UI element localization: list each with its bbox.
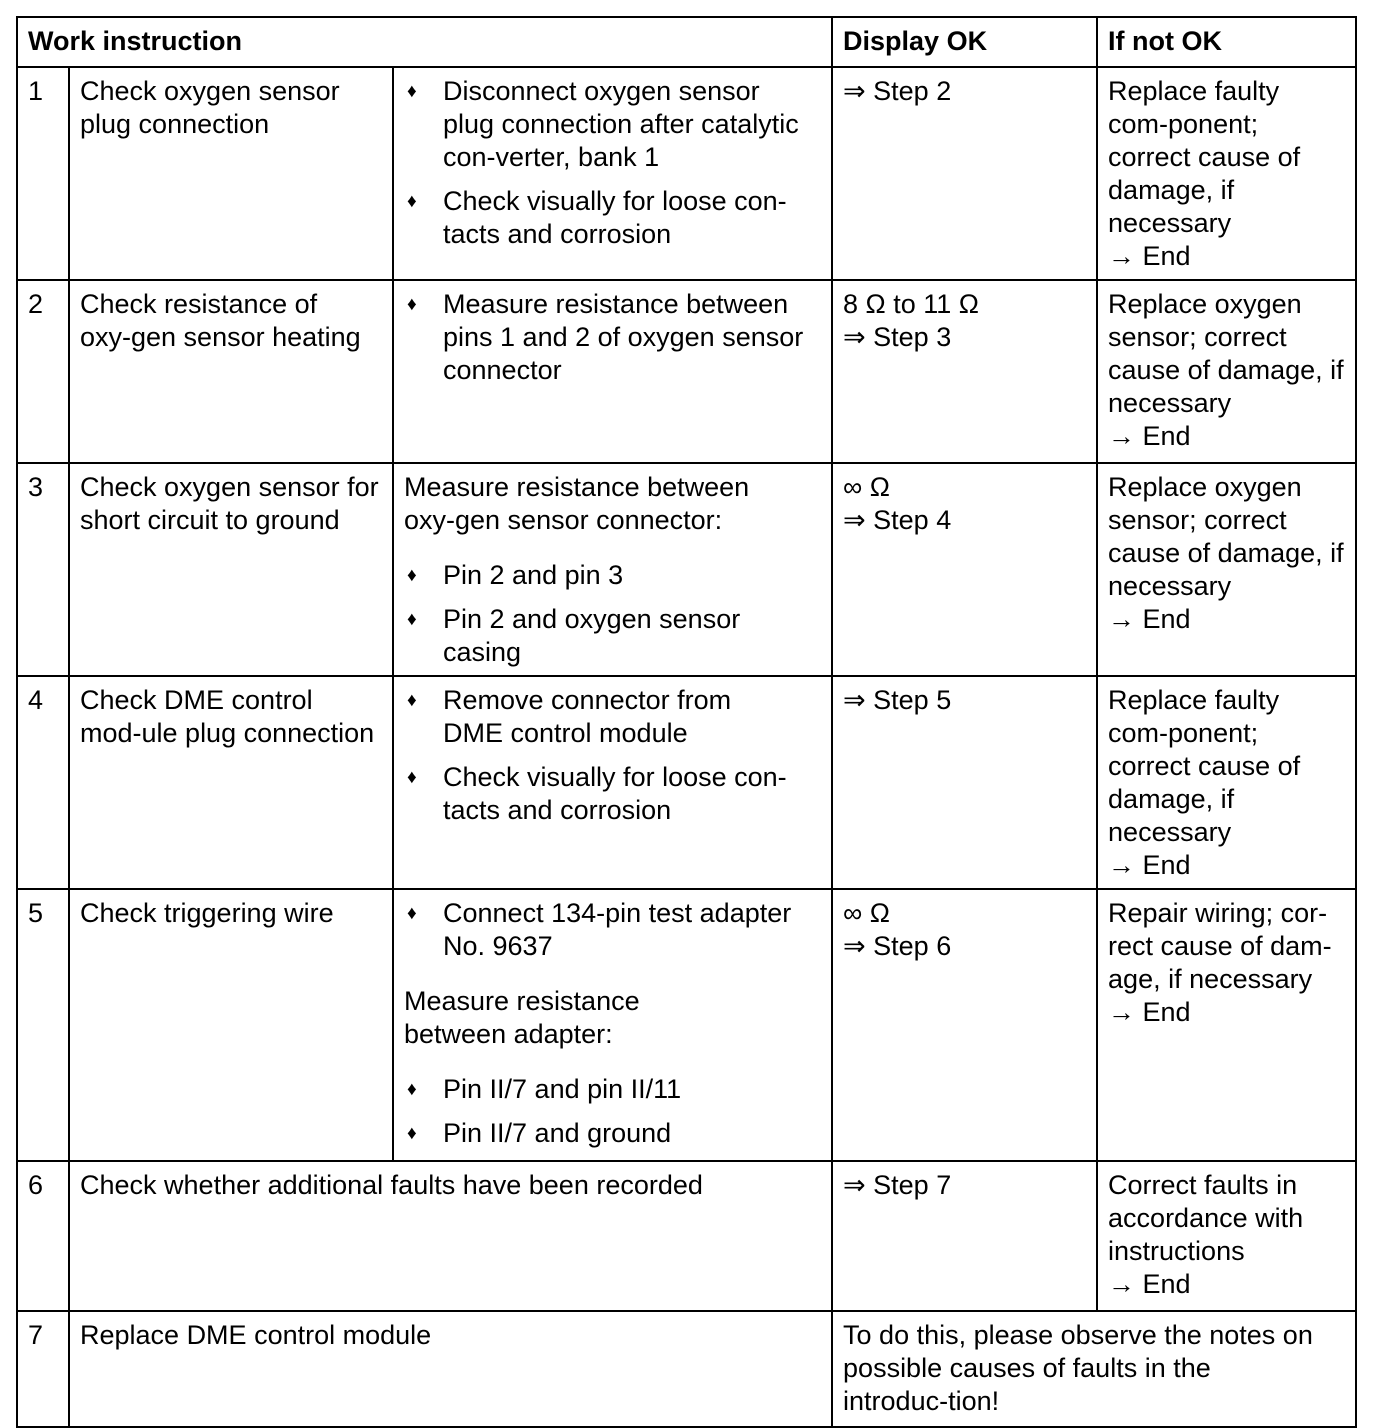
check-description (69, 67, 393, 280)
check-text: Check oxygen sensor for short circuit to ground (80, 472, 379, 535)
bullet-text: Disconnect oxygen sensor plug connection after catalytic con-verter, bank 1 (443, 76, 799, 172)
list-item (404, 897, 822, 963)
display-ok-cell (832, 280, 1097, 463)
list-item (404, 761, 822, 827)
list-item (404, 288, 822, 387)
table-row (17, 1311, 1356, 1427)
diamond-bullet-icon: ♦ (407, 609, 417, 630)
procedure-intro: Measure resistance between oxy-gen sensor connector: (404, 472, 750, 535)
step-number: 3 (17, 463, 69, 676)
bullet-text: Check visually for loose con-tacts and corrosion (443, 762, 787, 825)
procedure-cell (393, 463, 832, 676)
bullet-text: Measure resistance between pins 1 and 2 of oxygen sensor connector (443, 289, 804, 385)
if-not-ok-cell (1097, 889, 1356, 1161)
diamond-bullet-icon: ♦ (407, 690, 417, 711)
procedure-cell (393, 67, 832, 280)
end-indicator: → End (1108, 241, 1191, 271)
display-ok-value: 8 Ω to 11 Ω (843, 289, 979, 319)
bullet-text: Remove connector from DME control module (443, 685, 732, 748)
display-ok-result: ⇒ Step 4 (843, 505, 952, 535)
check-text: Check oxygen sensor plug connection (80, 76, 340, 139)
display-ok-result: ⇒ Step 3 (843, 322, 952, 352)
if-not-ok-action: Replace faulty com-ponent; correct cause of damage, if necessary (1108, 685, 1301, 847)
step-number: 7 (17, 1311, 69, 1427)
if-not-ok-cell (1097, 280, 1356, 463)
bullet-text: Pin 2 and pin 3 (443, 560, 624, 590)
note-cell (832, 1311, 1356, 1427)
table-row (17, 889, 1356, 1161)
end-indicator: → End (1108, 997, 1191, 1027)
table-header-row (17, 17, 1356, 67)
if-not-ok-action: Replace oxygen sensor; correct cause of damage, if necessary (1108, 472, 1344, 601)
bullet-text: Pin 2 and oxygen sensor casing (443, 604, 741, 667)
table-row (17, 463, 1356, 676)
list-item (404, 1117, 822, 1150)
step-number: 1 (17, 67, 69, 280)
check-description (69, 1161, 832, 1311)
check-description (69, 1311, 832, 1427)
diamond-bullet-icon: ♦ (407, 565, 417, 586)
check-description (69, 889, 393, 1161)
diamond-bullet-icon: ♦ (407, 81, 417, 102)
end-indicator: → End (1108, 1269, 1191, 1299)
display-ok-result: ⇒ Step 5 (843, 685, 952, 715)
if-not-ok-action: Correct faults in accordance with instructions (1108, 1170, 1304, 1266)
step-number: 4 (17, 676, 69, 889)
header-display-ok: Display OK (832, 17, 1097, 67)
procedure-cell (393, 889, 832, 1161)
display-ok-cell (832, 676, 1097, 889)
if-not-ok-action: Replace oxygen sensor; correct cause of damage, if necessary (1108, 289, 1344, 418)
end-indicator: → End (1108, 850, 1191, 880)
note-text: To do this, please observe the notes on possible causes of faults in the introduc-tion! (843, 1320, 1313, 1416)
diamond-bullet-icon: ♦ (407, 767, 417, 788)
step-number: 2 (17, 280, 69, 463)
bullet-text: Check visually for loose con-tacts and corrosion (443, 186, 787, 249)
display-ok-value: ∞ Ω (843, 472, 890, 502)
check-text: Check DME control mod-ule plug connection (80, 685, 375, 748)
list-item (404, 1073, 822, 1106)
display-ok-cell (832, 67, 1097, 280)
bullet-text: Connect 134-pin test adapter No. 9637 (443, 898, 792, 961)
check-text: Replace DME control module (80, 1320, 432, 1350)
header-work-instruction: Work instruction (17, 17, 832, 67)
step-number: 6 (17, 1161, 69, 1311)
table-row (17, 280, 1356, 463)
check-text: Check whether additional faults have been recorded (80, 1170, 703, 1200)
if-not-ok-action: Replace faulty com-ponent; correct cause of damage, if necessary (1108, 76, 1301, 238)
if-not-ok-cell (1097, 1161, 1356, 1311)
bullet-text: Pin II/7 and ground (443, 1118, 672, 1148)
check-text: Check resistance of oxy-gen sensor heating (80, 289, 361, 352)
list-item (404, 559, 822, 592)
table-row (17, 676, 1356, 889)
table-row (17, 1161, 1356, 1311)
diamond-bullet-icon: ♦ (407, 903, 417, 924)
display-ok-cell (832, 463, 1097, 676)
diamond-bullet-icon: ♦ (407, 1079, 417, 1100)
diamond-bullet-icon: ♦ (407, 1123, 417, 1144)
display-ok-cell (832, 1161, 1097, 1311)
list-item (404, 684, 822, 750)
list-item (404, 185, 822, 251)
list-item (404, 75, 822, 174)
procedure-cell (393, 676, 832, 889)
end-indicator: → End (1108, 604, 1191, 634)
list-item (404, 603, 822, 669)
if-not-ok-cell (1097, 463, 1356, 676)
end-indicator: → End (1108, 421, 1191, 451)
check-description (69, 280, 393, 463)
display-ok-value: ∞ Ω (843, 898, 890, 928)
diamond-bullet-icon: ♦ (407, 191, 417, 212)
if-not-ok-cell (1097, 67, 1356, 280)
procedure-cell (393, 280, 832, 463)
step-number: 5 (17, 889, 69, 1161)
bullet-text: Pin II/7 and pin II/11 (443, 1074, 682, 1104)
header-if-not-ok: If not OK (1097, 17, 1356, 67)
display-ok-cell (832, 889, 1097, 1161)
procedure-intro: Measure resistance between adapter: (404, 986, 640, 1049)
check-description (69, 463, 393, 676)
display-ok-result: ⇒ Step 6 (843, 931, 952, 961)
work-instruction-sheet (16, 16, 1357, 1428)
work-instruction-table (16, 16, 1357, 1428)
diamond-bullet-icon: ♦ (407, 294, 417, 315)
if-not-ok-action: Repair wiring; cor-rect cause of dam-age, if necessary (1108, 898, 1332, 994)
check-description (69, 676, 393, 889)
display-ok-result: ⇒ Step 2 (843, 76, 952, 106)
check-text: Check triggering wire (80, 898, 334, 928)
table-row (17, 67, 1356, 280)
if-not-ok-cell (1097, 676, 1356, 889)
display-ok-result: ⇒ Step 7 (843, 1170, 952, 1200)
